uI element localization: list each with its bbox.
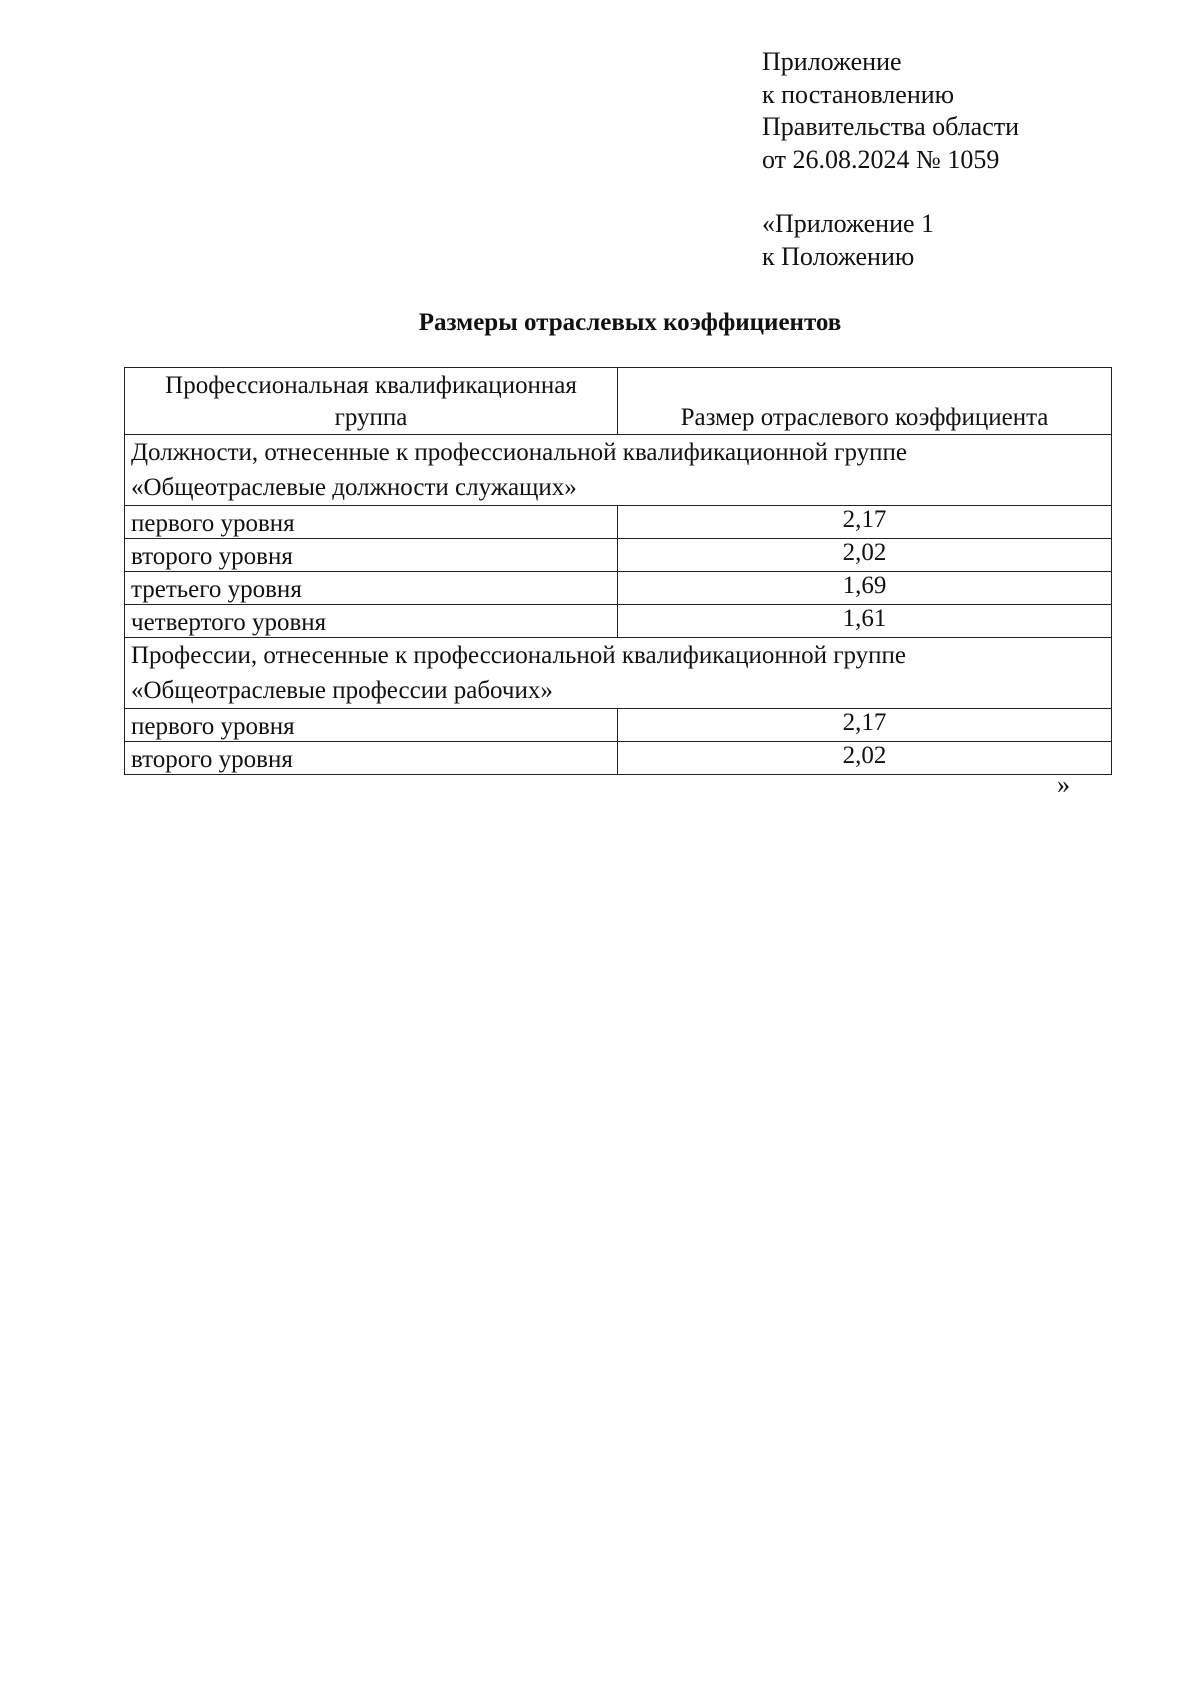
column-header-value: Размер отраслевого коэффициента <box>618 368 1112 435</box>
table-row <box>125 539 1112 572</box>
appendix-reference <box>762 208 934 273</box>
coefficient-cell: 2,02 <box>618 539 1112 572</box>
coefficient-cell: 1,61 <box>618 605 1112 638</box>
section-heading: Должности, отнесенные к профессиональной квалификационной группе «Общеотраслевые должности служащих» <box>125 435 1112 506</box>
level-cell: первого уровня <box>125 709 618 742</box>
level-cell: четвертого уровня <box>125 605 618 638</box>
table-row <box>125 506 1112 539</box>
appendix-line: «Приложение 1 <box>762 209 935 238</box>
coefficient-cell: 2,17 <box>618 506 1112 539</box>
resolution-reference <box>762 46 1019 176</box>
header-line: от 26.08.2024 № 1059 <box>762 144 1000 174</box>
coefficient-cell: 1,69 <box>618 572 1112 605</box>
coefficient-cell: 2,17 <box>618 709 1112 742</box>
level-cell: второго уровня <box>125 742 618 775</box>
section-heading: Профессии, отнесенные к профессиональной квалификационной группе «Общеотраслевые профессии рабочих» <box>125 638 1112 709</box>
coefficients-table <box>124 367 1112 775</box>
column-header-group: Профессиональная квалификационная группа <box>125 368 618 435</box>
closing-quote-mark: » <box>1057 770 1070 799</box>
table-row <box>125 709 1112 742</box>
table-row <box>125 605 1112 638</box>
appendix-line: к Положению <box>762 241 915 271</box>
section-heading-row <box>125 435 1112 506</box>
header-line: к постановлению <box>762 79 955 109</box>
table-row <box>125 572 1112 605</box>
table-row <box>125 742 1112 775</box>
level-cell: первого уровня <box>125 506 618 539</box>
header-line: Приложение <box>762 47 902 76</box>
section-heading-row <box>125 638 1112 709</box>
table-header-row <box>125 368 1112 435</box>
coefficient-cell: 2,02 <box>618 742 1112 775</box>
level-cell: второго уровня <box>125 539 618 572</box>
document-title: Размеры отраслевых коэффициентов <box>418 309 842 336</box>
level-cell: третьего уровня <box>125 572 618 605</box>
header-line: Правительства области <box>762 112 1020 141</box>
